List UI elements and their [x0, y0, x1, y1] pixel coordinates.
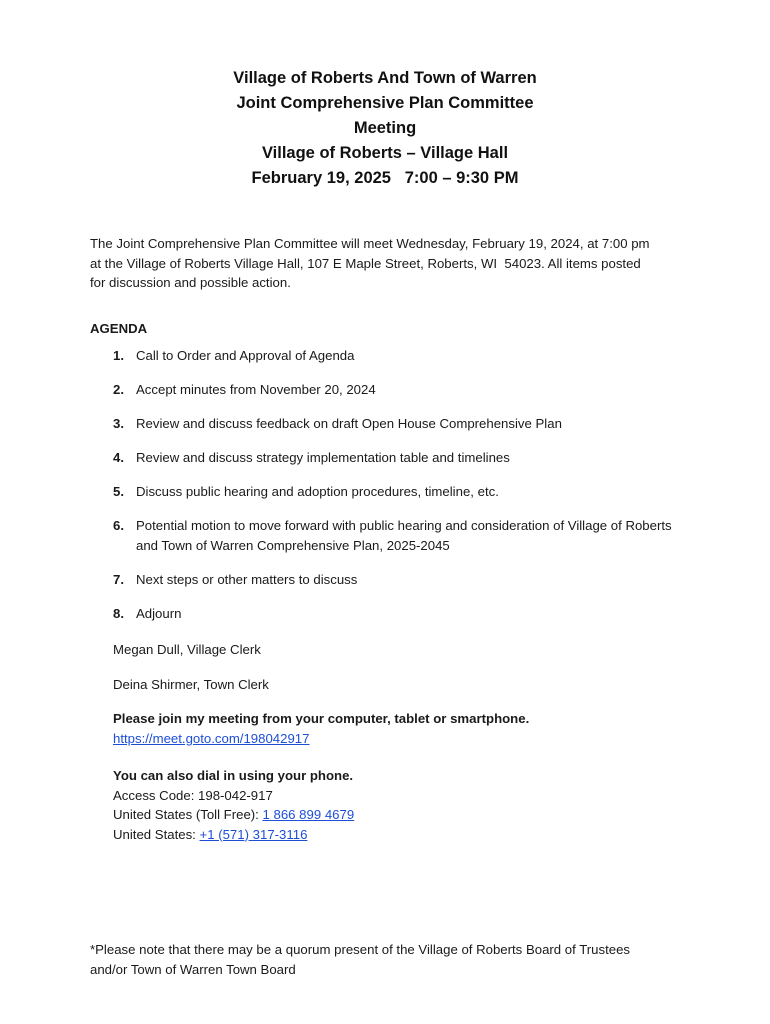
intro-line-2: at the Village of Roberts Village Hall, 107 E Maple Street, Roberts, WI 54023. All items posted: [90, 255, 641, 271]
title-line-3: Meeting: [353, 119, 417, 137]
toll-free-label: United States (Toll Free):: [113, 807, 263, 822]
agenda-item-number: 6.: [113, 518, 124, 533]
intro-paragraph: [90, 234, 690, 293]
agenda-item-text: Review and discuss feedback on draft Open House Comprehensive Plan: [136, 416, 562, 431]
title-line-4: Village of Roberts – Village Hall: [261, 144, 509, 162]
agenda-item-text: Discuss public hearing and adoption procedures, timeline, etc.: [136, 484, 499, 499]
town-clerk-signature: Deina Shirmer, Town Clerk: [113, 677, 269, 692]
agenda-item-text: Review and discuss strategy implementation table and timelines: [136, 450, 510, 465]
access-code: Access Code: 198-042-917: [113, 787, 273, 803]
agenda-item-text: Call to Order and Approval of Agenda: [136, 348, 355, 363]
intro-line-3: for discussion and possible action.: [90, 275, 291, 290]
agenda-item-number: 3.: [113, 416, 124, 431]
intro-line-1: The Joint Comprehensive Plan Committee will meet Wednesday, February 19, 2024, at 7:00 pm: [90, 236, 650, 251]
toll-free-line: [113, 805, 354, 825]
agenda-item: [113, 604, 693, 624]
us-phone-label: United States:: [113, 826, 200, 842]
agenda-item-number: 2.: [113, 382, 124, 397]
quorum-footnote: [90, 940, 690, 979]
dial-in-section: [113, 766, 354, 844]
title-line-2: Joint Comprehensive Plan Committee: [236, 94, 534, 112]
footnote-line-1: *Please note that there may be a quorum present of the Village of Roberts Board of Trustees: [90, 942, 631, 957]
agenda-item: [113, 482, 693, 502]
agenda-item-text: Accept minutes from November 20, 2024: [136, 382, 376, 397]
agenda-item: [113, 570, 693, 590]
agenda-item: [113, 380, 693, 400]
online-meeting-section: [113, 709, 529, 748]
agenda-item: [113, 516, 693, 555]
footnote-line-2: and/or Town of Warren Town Board: [90, 961, 296, 977]
us-phone-number-link[interactable]: +1 (571) 317-3116: [199, 826, 308, 842]
title-line-1: Village of Roberts And Town of Warren: [233, 69, 537, 87]
agenda-item: [113, 414, 693, 434]
join-meeting-text: Please join my meeting from your computer, tablet or smartphone.: [113, 711, 530, 726]
agenda-item-number: 4.: [113, 450, 124, 465]
document-title: [0, 66, 770, 191]
agenda-item-number: 5.: [113, 484, 124, 499]
toll-free-number-link[interactable]: 1 866 899 4679: [262, 807, 355, 822]
us-phone-line: [113, 825, 354, 845]
agenda-heading: AGENDA: [90, 321, 148, 336]
agenda-item-text: Next steps or other matters to discuss: [136, 571, 358, 587]
agenda-item-number: 8.: [113, 605, 124, 621]
agenda-list: [113, 346, 693, 638]
meeting-link[interactable]: https://meet.goto.com/198042917: [113, 730, 310, 746]
agenda-item: [113, 448, 693, 468]
title-date-time: February 19, 2025 7:00 – 9:30 PM: [251, 169, 519, 187]
dial-in-heading: You can also dial in using your phone.: [113, 768, 354, 783]
agenda-item: [113, 346, 693, 366]
agenda-item-text: Adjourn: [136, 605, 182, 621]
agenda-item-number: 1.: [113, 348, 124, 363]
agenda-item-text: Potential motion to move forward with public hearing and consideration of Village of Roberts and Town of Warren Comprehensive Plan, 2025-2045: [136, 518, 672, 553]
village-clerk-signature: Megan Dull, Village Clerk: [113, 642, 261, 657]
agenda-item-number: 7.: [113, 571, 124, 587]
